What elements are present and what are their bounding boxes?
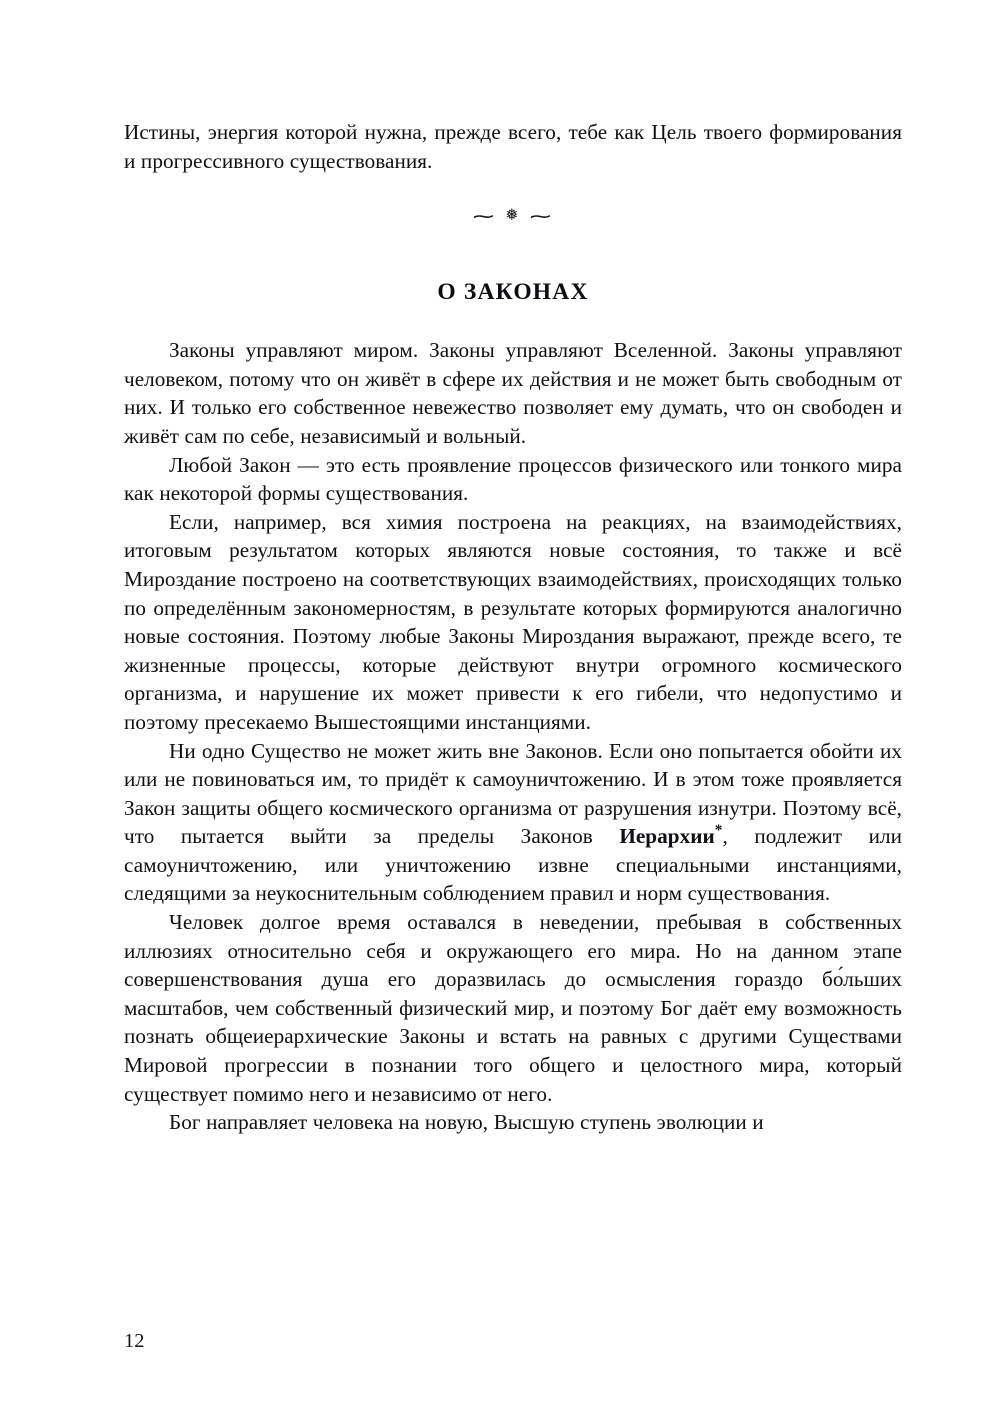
paragraph-5: Человек долгое время оставался в неведении, пребывая в собственных иллюзиях относительно себя и окружающего его мира. Но на данном этапе совершенствования душа его доразвилась до осмысления гораздо бо́льших масштабов, чем собственный физический мир, и поэтому Бог даёт ему возможность познать общеиерархические Законы и встать на равных с другими Существами Мировой прогрессии в познании того общего и целостного мира, который существует помимо него и независимо от него.: [124, 910, 902, 1106]
swash-right-icon: ∼: [527, 205, 556, 227]
chapter-title: О ЗАКОНАХ: [437, 279, 589, 306]
paragraph-4: [124, 737, 902, 909]
intro-paragraph: Истины, энергия которой нужна, прежде всего, тебе как Цель твоего формирования и прогрессивного существования.: [124, 120, 902, 173]
paragraph-6: Бог направляет человека на новую, Высшую ступень эволюции и: [169, 1110, 764, 1135]
paragraph-4-part-1: Ни одно Существо не может жить вне Законов. Если оно попытается обойти их или не повиноваться им, то придёт к самоуничтожению. И в этом тоже проявляется Закон защиты общего космического организма от разрушения изнутри. Поэтому всё, что пытается выйти за пределы Законов: [124, 738, 902, 849]
page-content: [124, 118, 902, 1137]
footnote-marker-asterisk: *: [714, 822, 723, 840]
page-number: 12: [124, 1330, 145, 1352]
swash-left-icon: ∼: [470, 205, 499, 227]
paragraph-3: Если, например, вся химия построена на реакциях, на взаимодействиях, итоговым результатом которых являются новые состояния, то также и всё Мироздание построено на соответствующих взаимодействиях, происходящих только по определённым закономерностям, в результате которых формируются аналогично новые состояния. Поэтому любые Законы Мироздания выражают, прежде всего, те жизненные процессы, которые действуют внутри огромного космического организма, и нарушение их может привести к его гибели, что недопустимо и поэтому пресекаемо Вышестоящими инстанциями.: [124, 509, 902, 734]
bold-term-ierarhii: Иерархии: [619, 824, 715, 849]
body-text: [124, 336, 902, 1137]
paragraph-1: Законы управляют миром. Законы управляют Вселенной. Законы управляют человеком, потому что он живёт в сфере их действия и не может быть свободным от них. И только его собственное невежество позволяет ему думать, что он свободен и живёт сам по себе, независимый и вольный.: [124, 338, 902, 448]
paragraph-2: Любой Закон — это есть проявление процессов физического или тонкого мира как некоторой формы существования.: [124, 452, 902, 506]
flower-asterisk-icon: ❅: [505, 205, 521, 225]
paragraph-4-part-2: , подлежит или самоуничтожению, или уничтожению извне специальными инстанциями, следящими за неукоснительным соблюдением правил и норм существования.: [124, 824, 902, 906]
section-ornament: [124, 197, 902, 231]
